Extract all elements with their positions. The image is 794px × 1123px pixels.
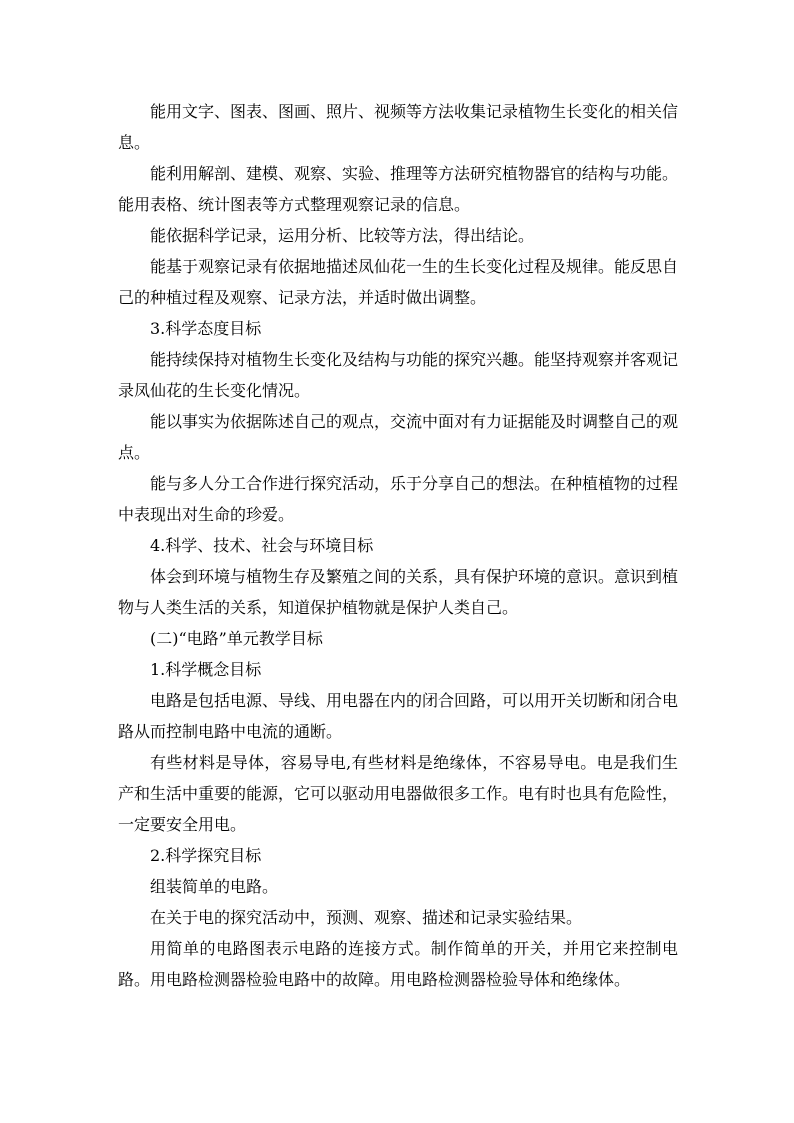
paragraph: 能用文字、图表、图画、照片、视频等方法收集记录植物生长变化的相关信息。 (118, 102, 679, 152)
document-page (118, 96, 678, 995)
paragraph: 用简单的电路图表示电路的连接方式。制作简单的开关，并用它来控制电路。用电路检测器检验电路中的故障。用电路检测器检验导体和绝缘体。 (118, 939, 678, 989)
paragraph: 能依据科学记录，运用分析、比较等方法，得出结论。 (150, 226, 535, 245)
paragraph: 能基于观察记录有依据地描述凤仙花一生的生长变化过程及规律。能反思自己的种植过程及观察、记录方法，并适时做出调整。 (118, 257, 679, 307)
section-heading: (二)“电路”单元教学目标 (150, 629, 323, 648)
paragraph: 能与多人分工合作进行探究活动，乐于分享自己的想法。在种植植物的过程中表现出对生命的珍爱。 (118, 474, 679, 524)
paragraph: 有些材料是导体，容易导电,有些材料是绝缘体，不容易导电。电是我们生产和生活中重要的能源，它可以驱动用电器做很多工作。电有时也具有危险性，一定要安全用电。 (118, 753, 679, 834)
paragraph: 能持续保持对植物生长变化及结构与功能的探究兴趣。能坚持观察并客观记录凤仙花的生长变化情况。 (118, 350, 679, 400)
section-heading: 1.科学概念目标 (150, 660, 262, 679)
section-heading: 2.科学探究目标 (150, 846, 262, 865)
paragraph: 能以事实为依据陈述自己的观点，交流中面对有力证据能及时调整自己的观点。 (118, 412, 679, 462)
paragraph: 电路是包括电源、导线、用电器在内的闭合回路，可以用开关切断和闭合电路从而控制电路中电流的通断。 (118, 691, 679, 741)
paragraph: 体会到环境与植物生存及繁殖之间的关系，具有保护环境的意识。意识到植物与人类生活的关系，知道保护植物就是保护人类自己。 (118, 567, 679, 617)
paragraph: 能利用解剖、建模、观察、实验、推理等方法研究植物器官的结构与功能。能用表格、统计图表等方式整理观察记录的信息。 (118, 164, 679, 214)
section-heading: 3.科学态度目标 (150, 319, 262, 338)
section-heading: 4.科学、技术、社会与环境目标 (150, 536, 374, 555)
paragraph: 组装简单的电路。 (150, 877, 279, 896)
paragraph: 在关于电的探究活动中，预测、观察、描述和记录实验结果。 (150, 908, 583, 927)
